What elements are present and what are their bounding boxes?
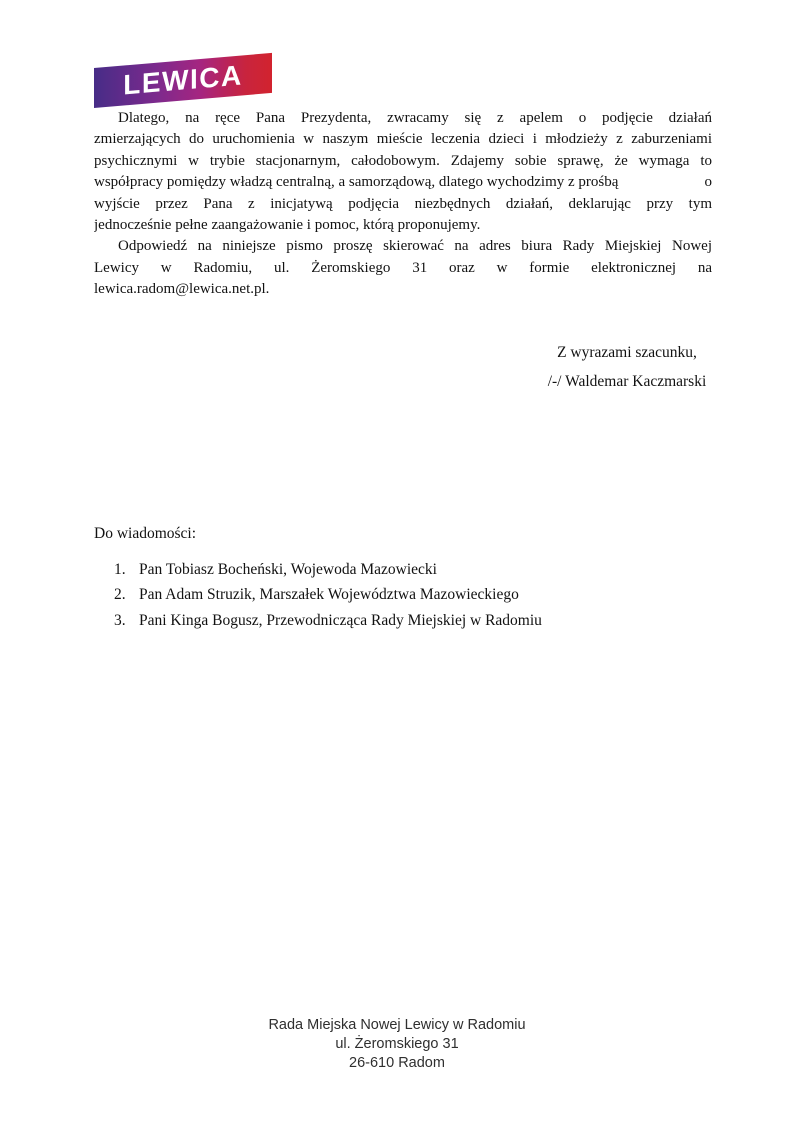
body-line-left: współpracy pomiędzy władzą centralną, a samorządową, dlatego wychodzimy z prośbą — [94, 174, 619, 191]
body-line: Lewicy w Radomiu, ul. Żeromskiego 31 oraz w formie elektronicznej na — [94, 259, 712, 276]
cc-item-number: 2. — [114, 586, 126, 604]
cc-item-number: 1. — [114, 561, 126, 578]
cc-item-text: Pan Tobiasz Bocheński, Wojewoda Mazowiecki — [139, 561, 437, 578]
body-line: wyjście przez Pana z inicjatywą podjęcia niezbędnych działań, deklarując przy tym — [94, 195, 712, 212]
paragraph-2 — [94, 236, 712, 300]
body-line: Dlatego, na ręce Pana Prezydenta, zwracamy się z apelem o podjęcie działań — [118, 110, 712, 126]
body-line email-line: lewica.radom@lewica.net.pl. — [94, 281, 270, 298]
closing-line: Z wyrazami szacunku, — [557, 344, 697, 361]
body-line: psychicznymi w trybie stacjonarnym, całodobowym. Zdajemy sobie sprawę, że wymaga to — [94, 152, 712, 169]
footer — [0, 1016, 794, 1073]
cc-item — [94, 557, 712, 582]
body-line-end: o — [704, 174, 712, 191]
letter-body — [94, 108, 712, 301]
lewica-logo — [94, 53, 272, 108]
footer-line-1: Rada Miejska Nowej Lewicy w Radomiu — [268, 1017, 526, 1033]
cc-item-number: 3. — [114, 611, 126, 629]
cc-item — [94, 608, 712, 633]
cc-item — [94, 582, 712, 607]
footer-line-2: ul. Żeromskiego 31 — [335, 1036, 459, 1052]
cc-list — [94, 557, 712, 633]
footer-line-3: 26-610 Radom — [349, 1055, 445, 1071]
cc-item-text: Pani Kinga Bogusz, Przewodnicząca Rady Miejskiej w Radomiu — [139, 611, 542, 629]
body-line: jednocześnie pełne zaangażowanie i pomoc, którą proponujemy. — [94, 216, 481, 233]
paragraph-1 — [94, 108, 712, 236]
body-line — [94, 172, 712, 193]
body-line: zmierzających do uruchomienia w naszym mieście leczenia dzieci i młodzieży z zaburzeniami — [94, 131, 712, 148]
signature-block — [477, 342, 777, 393]
body-line: Odpowiedź na niniejsze pismo proszę skierować na adres biura Rady Miejskiej Nowej — [118, 238, 712, 255]
lewica-logo-wordmark: LEWICA — [123, 59, 243, 101]
cc-item-text: Pan Adam Struzik, Marszałek Województwa Mazowieckiego — [139, 586, 519, 604]
cc-heading: Do wiadomości: — [94, 525, 197, 542]
signature-line: /-/ Waldemar Kaczmarski — [547, 373, 707, 391]
